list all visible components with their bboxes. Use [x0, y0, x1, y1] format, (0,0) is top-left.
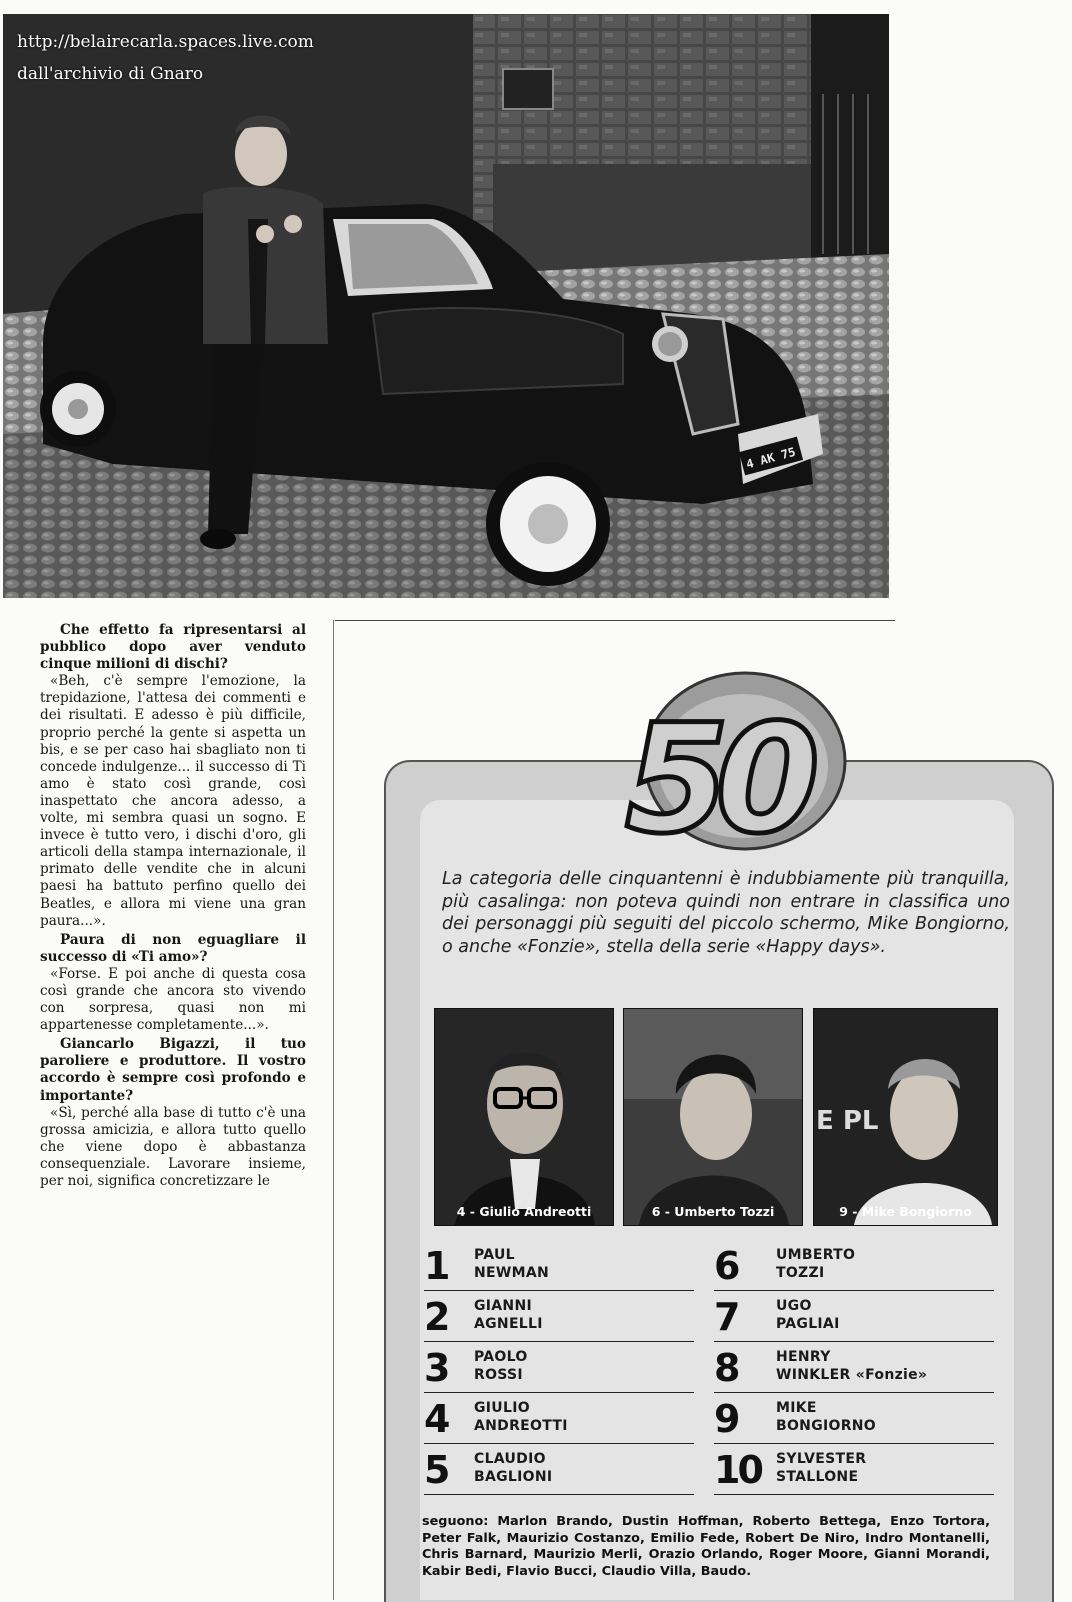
watermark-credit: dall'archivio di Gnaro [17, 64, 204, 84]
rank-number: 1 [424, 1244, 448, 1288]
rank-name: UGO PAGLIAI [776, 1298, 840, 1332]
rank-number: 8 [714, 1346, 738, 1390]
license-plate: 4 AK 75 [744, 444, 798, 472]
rank-name: GIULIO ANDREOTTI [474, 1400, 568, 1434]
rank-name: PAOLO ROSSI [474, 1349, 528, 1383]
question: Giancarlo Bigazzi, il tuo paroliere e produttore. Il vostro accordo è sempre così profondo e importante? [40, 1036, 306, 1104]
rank-number: 10 [714, 1448, 761, 1492]
ranking-row [714, 1240, 994, 1291]
question: Paura di non eguagliare il successo di «Ti amo»? [40, 931, 306, 965]
rank-name: PAUL NEWMAN [474, 1247, 550, 1281]
honorable-mentions: seguono: Marlon Brando, Dustin Hoffman, Roberto Bettega, Enzo Tortora, Peter Falk, Maurizio Costanzo, Emilio Fede, Robert De Niro, Indro Montanelli, Chris Barnard, Maurizio Merli, Orazio Orlando, Roger Moore, Gianni Morandi, Kabir Bedi, Flavio Bucci, Claudio Villa, Baudo. [422, 1514, 990, 1579]
interview-column [40, 622, 306, 1190]
portrait-caption: 4 - Giulio Andreotti [456, 1204, 592, 1219]
car-photo-illustration [3, 14, 889, 598]
portrait-caption: 9 - Mike Bongiorno [839, 1204, 972, 1219]
column-rule-vertical [333, 620, 334, 1600]
ranking-row [424, 1444, 694, 1495]
question: Che effetto fa ripresentarsi al pubblico dopo aver venduto cinque milioni di dischi? [40, 622, 306, 673]
portrait-bongiorno [813, 1008, 998, 1226]
intro-text: La categoria delle cinquantenni è indubbiamente più tranquilla, più casalinga: non poteva quindi non entrare in classifica uno dei personaggi più seguiti del piccolo schermo, Mike Bongiorno, o anche «Fonzie», stella della serie «Happy days». [442, 869, 1010, 957]
fifty-logo-text: 50 [625, 693, 806, 856]
answer: «Forse. E poi anche di questa cosa così grande che ancora sto vivendo con sorpresa, quasi non mi appartenesse completamente...». [40, 965, 306, 1034]
rank-number: 4 [424, 1397, 448, 1441]
ranking-row [424, 1240, 694, 1291]
watermark-url: http://belairecarla.spaces.live.com [17, 32, 314, 52]
portrait-andreotti [434, 1008, 614, 1226]
rank-name: HENRY WINKLER «Fonzie» [776, 1349, 928, 1383]
ranking-row [714, 1291, 994, 1342]
answer: «Sì, perché alla base di tutto c'è una grossa amicizia, e allora tutto quello che viene dopo è abbastanza consequenziale. Lavorare insieme, per noi, significa concretizzare le [40, 1104, 306, 1189]
rank-name: GIANNI AGNELLI [474, 1298, 543, 1332]
ranking-row [424, 1393, 694, 1444]
ranking-row [714, 1393, 994, 1444]
fifty-logo [585, 666, 855, 856]
ranking-row [424, 1291, 694, 1342]
portrait-tozzi [623, 1008, 803, 1226]
rank-number: 7 [714, 1295, 738, 1339]
rank-number: 3 [424, 1346, 448, 1390]
rank-name: CLAUDIO BAGLIONI [474, 1451, 553, 1485]
ranking-row [424, 1342, 694, 1393]
rank-name: UMBERTO TOZZI [776, 1247, 856, 1281]
answer: «Beh, c'è sempre l'emozione, la trepidazione, l'attesa dei commenti e dei risultati. E adesso è più difficile, proprio perché la gente si aspetta un bis, e se per caso hai sbagliato non ti concede indulgenze... il successo di Ti amo è stato così grande, così inaspettato che ancora adesso, a volte, mi sembra quasi un sogno. E invece è tutto vero, i dischi d'oro, gli articoli della stampa internazionale, il primato delle vendite che in alcuni paesi ha battuto perfino quello dei Beatles, e allora mi viene una gran paura...». [40, 673, 306, 929]
ranking-row [714, 1444, 994, 1495]
car-photo [3, 14, 889, 598]
svg-text:E PL: E PL [816, 1106, 879, 1136]
portrait-andreotti-image [435, 1009, 613, 1225]
rank-name: MIKE BONGIORNO [776, 1400, 876, 1434]
rank-number: 6 [714, 1244, 738, 1288]
rank-name: SYLVESTER STALLONE [776, 1451, 867, 1485]
rank-number: 5 [424, 1448, 448, 1492]
portrait-tozzi-image [624, 1009, 802, 1225]
rank-number: 2 [424, 1295, 448, 1339]
column-rule-top [335, 620, 895, 621]
portrait-caption: 6 - Umberto Tozzi [651, 1204, 775, 1219]
rank-number: 9 [714, 1397, 738, 1441]
portrait-bongiorno-image [814, 1009, 997, 1225]
ranking-row [714, 1342, 994, 1393]
